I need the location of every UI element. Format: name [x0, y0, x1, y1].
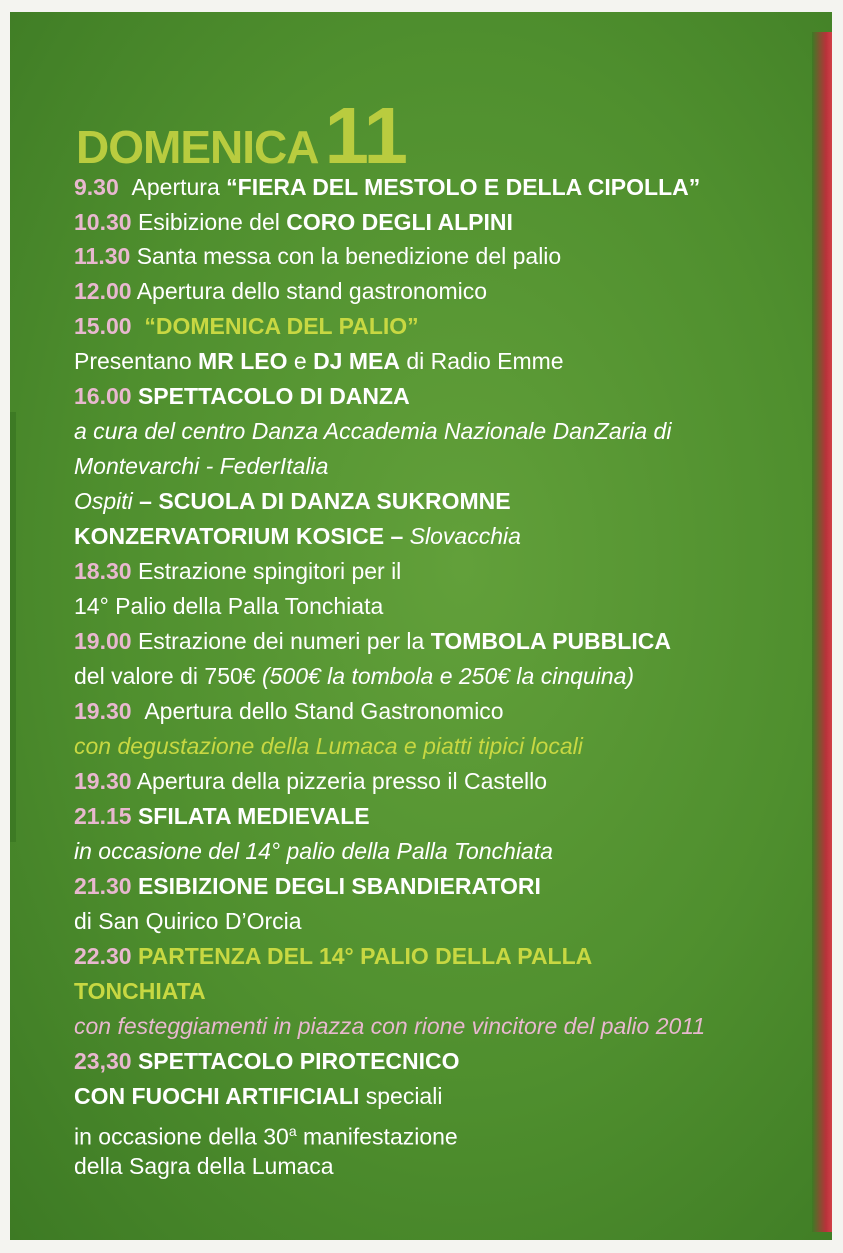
event-time: 12.00 — [74, 278, 132, 304]
event-text: Estrazione spingitori per il — [137, 558, 402, 584]
event-time: 19.30 — [74, 698, 132, 724]
program-line — [74, 1011, 705, 1041]
event-title: CORO DEGLI ALPINI — [286, 209, 513, 235]
event-text: 14° Palio della Palla Tonchiata — [74, 593, 384, 619]
program-line — [74, 801, 370, 831]
event-title: TONCHIATA — [74, 978, 206, 1004]
program-line — [74, 521, 521, 551]
program-line — [74, 836, 553, 866]
event-text: di Radio Emme — [399, 348, 564, 374]
event-text: e — [287, 348, 314, 374]
event-text: Esibizione del — [137, 209, 287, 235]
event-text: manifestazione — [296, 1123, 458, 1150]
event-text: Apertura dello Stand Gastronomico — [144, 698, 504, 724]
program-line — [74, 1116, 458, 1152]
program-line — [74, 696, 504, 726]
event-text: Estrazione dei numeri per la — [137, 628, 431, 654]
event-text: Presentano — [74, 348, 199, 374]
event-time: 19.30 — [74, 768, 132, 794]
program-line — [74, 556, 401, 586]
event-text: in occasione della 30 — [74, 1123, 289, 1150]
event-text: della Sagra della Lumaca — [74, 1153, 334, 1179]
event-title: “FIERA DEL MESTOLO E DELLA CIPOLLA” — [226, 174, 701, 200]
event-title: SPETTACOLO PIROTECNICO — [137, 1048, 460, 1074]
event-title: PARTENZA DEL 14° PALIO DELLA PALLA — [137, 943, 593, 969]
event-text: speciali — [359, 1083, 443, 1109]
title-day: DOMENICA — [76, 121, 319, 173]
event-note: in occasione del 14° palio della Palla Tonchiata — [74, 838, 553, 864]
event-time: 19.00 — [74, 628, 132, 654]
event-time: 21.15 — [74, 803, 132, 829]
event-time: 9.30 — [74, 174, 119, 200]
program-page — [10, 12, 832, 1240]
program-line — [74, 871, 541, 901]
event-title: SPETTACOLO DI DANZA — [137, 383, 410, 409]
program-line — [74, 276, 487, 306]
event-time: 10.30 — [74, 209, 132, 235]
program-line — [74, 731, 583, 761]
event-note: Slovacchia — [409, 523, 521, 549]
program-line — [74, 1081, 442, 1111]
event-text: Santa messa con la benedizione del palio — [136, 243, 562, 269]
event-note: con degustazione della Lumaca e piatti tipici locali — [74, 733, 583, 759]
superscript: a — [288, 1123, 297, 1139]
program-line — [74, 486, 511, 516]
program-line — [74, 591, 383, 621]
program-line — [74, 346, 564, 376]
event-text: Apertura della pizzeria presso il Castello — [136, 768, 548, 794]
event-title: ESIBIZIONE DEGLI SBANDIERATORI — [137, 873, 541, 899]
event-title: TOMBOLA PUBBLICA — [430, 628, 671, 654]
presenter-name: MR LEO — [198, 348, 288, 374]
program-line — [74, 1151, 334, 1181]
program-line — [74, 661, 634, 691]
event-time: 16.00 — [74, 383, 132, 409]
program-line — [74, 416, 671, 446]
event-time: 22.30 — [74, 943, 132, 969]
event-text: di San Quirico D’Orcia — [74, 908, 302, 934]
program-line — [74, 207, 513, 237]
event-text: Apertura — [131, 174, 227, 200]
event-note: Ospiti — [74, 488, 133, 514]
program-line — [74, 451, 328, 481]
event-time: 15.00 — [74, 313, 132, 339]
program-line — [74, 311, 419, 341]
event-title: – SCUOLA DI DANZA SUKROMNE — [132, 488, 511, 514]
event-time: 23,30 — [74, 1048, 132, 1074]
program-line — [74, 1046, 460, 1076]
program-line — [74, 381, 410, 411]
event-note: (500€ la tombola e 250€ la cinquina) — [261, 663, 635, 689]
program-line — [74, 906, 302, 936]
event-time: 11.30 — [74, 243, 131, 269]
title-date: 11 — [324, 91, 408, 180]
event-text: Apertura dello stand gastronomico — [136, 278, 487, 304]
program-line — [74, 172, 700, 202]
page-title — [76, 90, 407, 182]
page-edge-red — [812, 32, 832, 1232]
event-text: del valore di 750€ — [74, 663, 262, 689]
presenter-name: DJ MEA — [313, 348, 400, 374]
program-line — [74, 766, 547, 796]
event-note: a cura del centro Danza Accademia Nazionale DanZaria di — [74, 418, 672, 444]
page-edge-left — [10, 412, 16, 842]
event-note: con festeggiamenti in piazza con rione vincitore del palio 2011 — [74, 1013, 706, 1039]
event-note: Montevarchi - FederItalia — [74, 453, 329, 479]
program-line — [74, 241, 561, 271]
event-title: CON FUOCHI ARTIFICIALI — [74, 1083, 360, 1109]
event-time: 21.30 — [74, 873, 132, 899]
event-title: KONZERVATORIUM KOSICE – — [74, 523, 410, 549]
program-line — [74, 626, 671, 656]
event-time: 18.30 — [74, 558, 132, 584]
event-title: “DOMENICA DEL PALIO” — [144, 313, 419, 339]
program-line — [74, 976, 206, 1006]
program-line — [74, 941, 592, 971]
event-title: SFILATA MEDIEVALE — [137, 803, 370, 829]
